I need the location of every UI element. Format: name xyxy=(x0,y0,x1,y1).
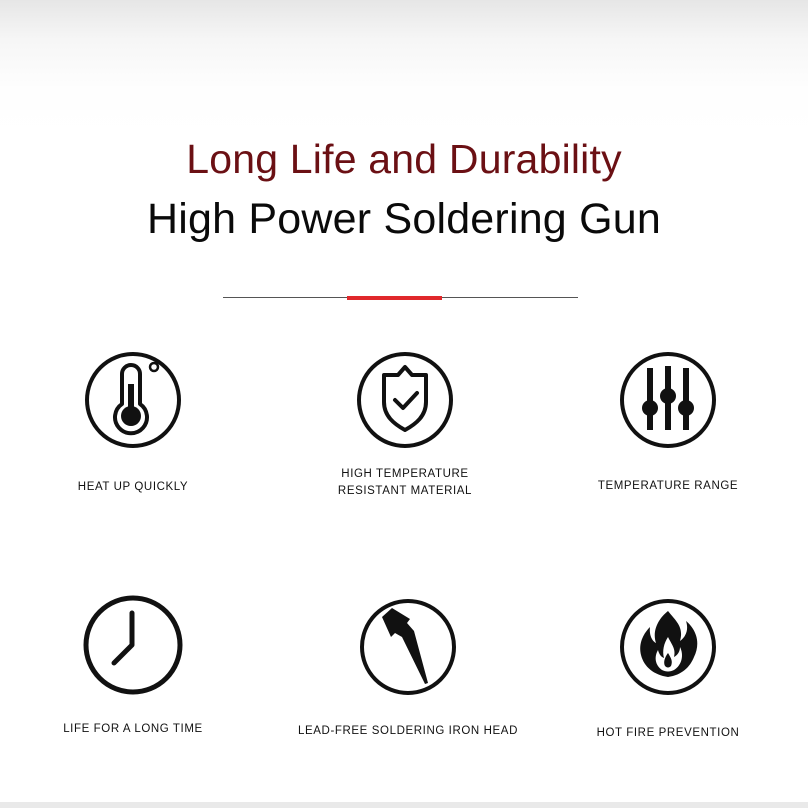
bottom-strip xyxy=(0,802,808,808)
feature-heat-up-quickly xyxy=(13,350,253,510)
feature-label-line1: HIGH TEMPERATURE xyxy=(341,468,469,480)
page-title-line2: High Power Soldering Gun xyxy=(147,195,661,243)
feature-high-temp-material xyxy=(285,350,525,510)
title-divider-accent xyxy=(347,296,442,300)
thermometer-icon xyxy=(83,350,183,450)
feature-label: LEAD-FREE SOLDERING IRON HEAD xyxy=(298,725,518,737)
clock-icon xyxy=(81,593,185,697)
feature-temperature-range xyxy=(548,350,788,510)
feature-label: TEMPERATURE RANGE xyxy=(597,480,739,492)
shield-check-icon xyxy=(355,350,455,450)
feature-long-life xyxy=(13,593,253,753)
feature-hot-fire-prevention xyxy=(548,597,788,757)
feature-label: HOT FIRE PREVENTION xyxy=(596,727,740,739)
equalizer-sliders-icon xyxy=(618,350,718,450)
page-title-line1: Long Life and Durability xyxy=(186,136,622,182)
feature-label: HEAT UP QUICKLY xyxy=(77,481,189,493)
feature-lead-free-head xyxy=(288,597,528,757)
feature-label: LIFE FOR A LONG TIME xyxy=(63,723,203,735)
feature-label-line2: RESISTANT MATERIAL xyxy=(337,485,473,497)
soldering-tip-icon xyxy=(358,597,458,697)
flame-icon xyxy=(618,597,718,697)
